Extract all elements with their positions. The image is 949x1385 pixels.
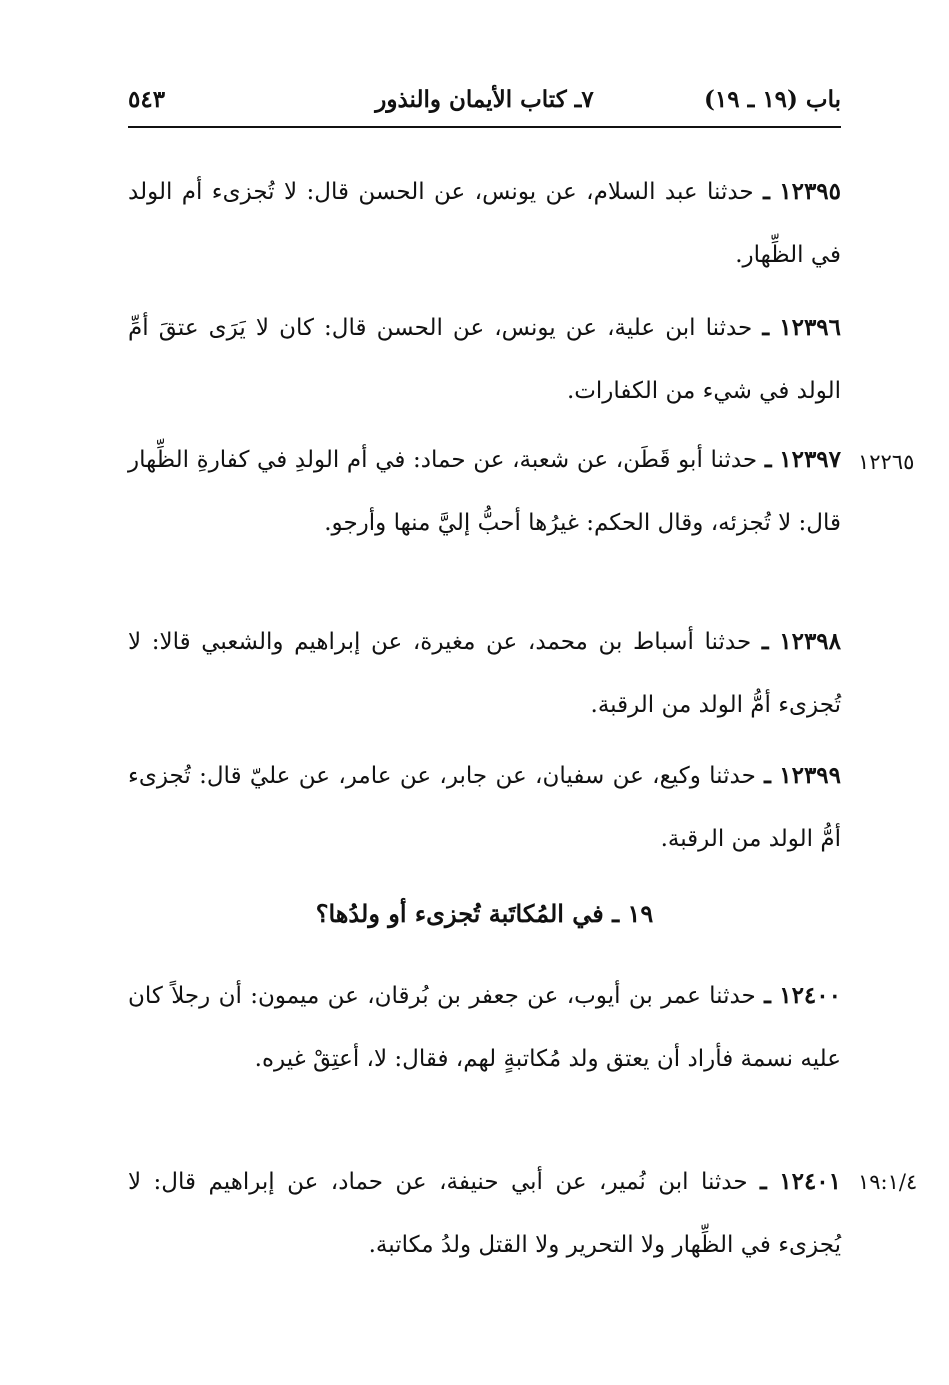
hadith-entry: ١٢٣٩٥ ـ حدثنا عبد السلام، عن يونس، عن الحسن قال: لا تُجزىء أم الولد في الظِّهار. [128,178,842,268]
hadith-number: ١٢٣٩٨ [779,628,842,655]
hadith-entry: ١٢٣٩٧ ـ حدثنا أبو قَطَن، عن شعبة، عن حماد: في أم الولدِ في كفارةِ الظِّهار قال: لا تُجزئه، وقال الحكم: غيرُها أحبُّ إليَّ منها وأرجو. [128,446,842,536]
hadith-text: حدثنا عمر بن أيوب، عن جعفر بن بُرقان، عن ميمون: أن رجلاً كان عليه نسمة فأراد أن يعتق ولد مُكاتبةٍ لهم، فقال: لا، أعتِقْ غيره. [128,983,841,1072]
hadith-entry: ١٢٤٠٠ ـ حدثنا عمر بن أيوب، عن جعفر بن بُرقان، عن ميمون: أن رجلاً كان عليه نسمة فأراد أن يعتق ولد مُكاتبةٍ لهم، فقال: لا، أعتِقْ غيره. [128,982,841,1072]
hadith-number: ١٢٣٩٦ [779,314,842,341]
hadith-number: ١٢٣٩٧ [779,446,842,473]
hadith-entry: ١٢٣٩٨ ـ حدثنا أسباط بن محمد، عن مغيرة، عن إبراهيم والشعبي قالا: لا تُجزىء أمُّ الولد من الرقبة. [128,628,842,718]
marginal-reference: ١٩:١/٤ [858,1170,918,1194]
hadith-entry: ١٢٣٩٩ ـ حدثنا وكيع، عن سفيان، عن جابر، عن عامر، عن عليّ قال: تُجزىء أمُّ الولد من الرقبة. [128,762,842,852]
hadith-number: ١٢٣٩٩ [779,762,842,789]
marginal-reference: ١٢٢٦٥ [858,450,915,474]
hadith-entry: ١٢٣٩٦ ـ حدثنا ابن علية، عن يونس، عن الحسن قال: كان لا يَرَى عتقَ أمِّ الولد في شيء من الكفارات. [128,314,842,404]
page-number: ٥٤٣ [128,86,166,113]
section-title: ١٩ ـ في المُكاتَبة تُجزىء أو ولدُها؟ [315,899,654,928]
hadith-entry: ١٢٤٠١ ـ حدثنا ابن نُمير، عن أبي حنيفة، عن حماد، عن إبراهيم قال: لا يُجزىء في الظِّهار ولا التحرير ولا القتل ولدُ مكاتبة. [128,1168,842,1258]
hadith-text: حدثنا ابن علية، عن يونس، عن الحسن قال: كان لا يَرَى عتقَ أمِّ الولد في شيء من الكفارات. [128,315,841,404]
hadith-text: حدثنا أسباط بن محمد، عن مغيرة، عن إبراهيم والشعبي قالا: لا تُجزىء أمُّ الولد من الرقبة. [128,629,841,718]
hadith-text: حدثنا أبو قَطَن، عن شعبة، عن حماد: في أم الولدِ في كفارةِ الظِّهار قال: لا تُجزئه، وقال الحكم: غيرُها أحبُّ إليَّ منها وأرجو. [128,447,841,536]
hadith-number: ١٢٣٩٥ [779,178,842,205]
hadith-text: حدثنا عبد السلام، عن يونس، عن الحسن قال: لا تُجزىء أم الولد في الظِّهار. [128,179,841,268]
chapter-label: باب (١٩ ـ ١٩) [703,86,841,113]
hadith-text: حدثنا وكيع، عن سفيان، عن جابر، عن عامر، عن عليّ قال: تُجزىء أمُّ الولد من الرقبة. [128,763,841,852]
book-title: ٧ـ كتاب الأيمان والنذور [375,86,594,113]
page-header [128,82,841,128]
hadith-text: حدثنا ابن نُمير، عن أبي حنيفة، عن حماد، عن إبراهيم قال: لا يُجزىء في الظِّهار ولا التحرير ولا القتل ولدُ مكاتبة. [128,1169,841,1258]
hadith-number: ١٢٤٠١ [779,1168,842,1195]
hadith-number: ١٢٤٠٠ [779,982,841,1009]
